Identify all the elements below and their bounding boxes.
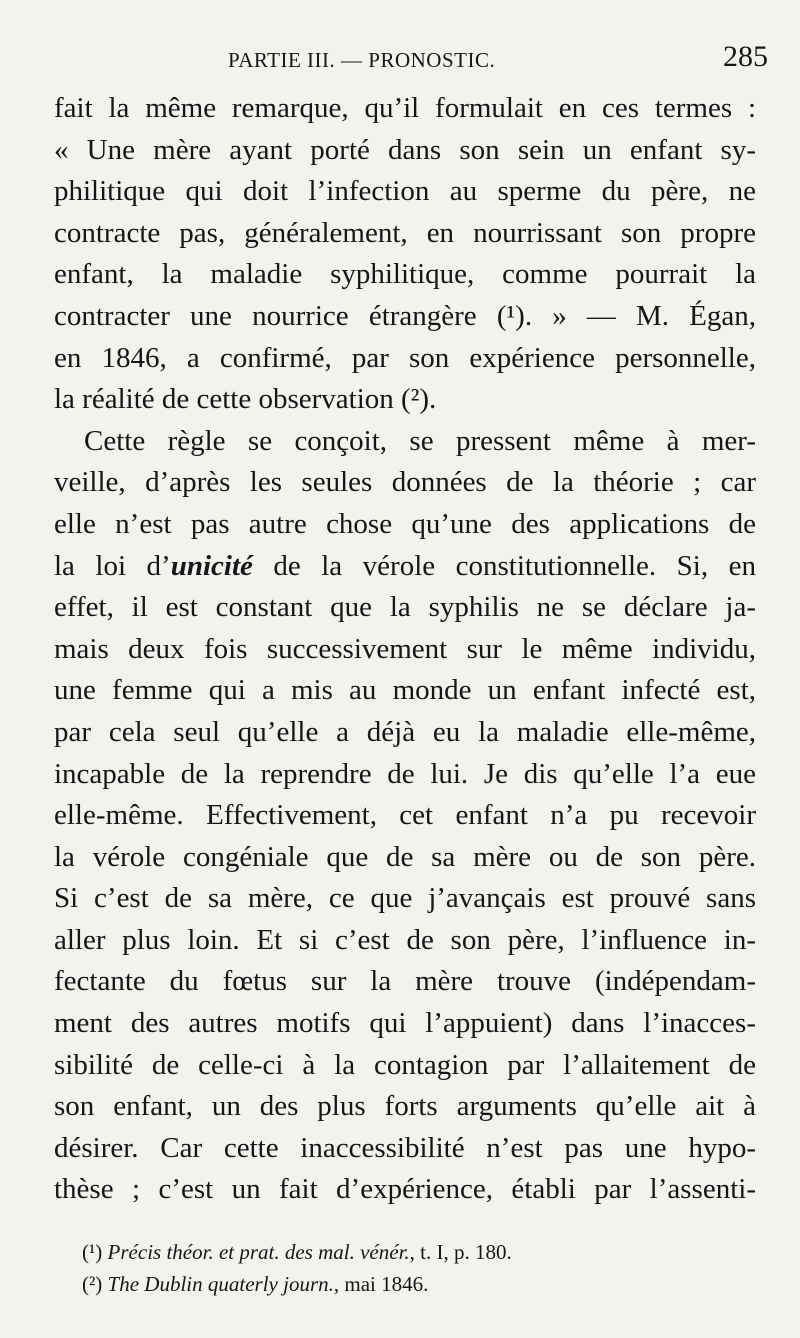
footnote-title: Précis théor. et prat. des mal. vénér.: [107, 1240, 410, 1264]
text-line: ment des autres motifs qui l’appuient) dans l’inacces-: [54, 1007, 756, 1040]
text-line: son enfant, un des plus forts arguments qu’elle ait à: [54, 1090, 756, 1123]
text-line: mais deux fois successivement sur le même individu,: [54, 632, 756, 665]
text-line: incapable de la reprendre de lui. Je dis qu’elle l’a eue: [54, 757, 756, 790]
text-line: elle n’est pas autre chose qu’une des applications de: [54, 507, 756, 540]
text-line: la réalité de cette observation (²).: [54, 383, 437, 416]
text-line: la vérole congéniale que de sa mère ou de son père.: [54, 840, 756, 873]
text-line: en 1846, a confirmé, par son expérience personnelle,: [54, 341, 756, 374]
text-line: « Une mère ayant porté dans son sein un enfant sy-: [54, 133, 756, 166]
text-line: veille, d’après les seules données de la théorie ; car: [54, 466, 756, 499]
italic-term: unicité: [170, 549, 253, 582]
footnote-1: [82, 1236, 722, 1268]
footnote-mark: (¹): [82, 1240, 103, 1264]
text-fragment: de la vérole constitutionnelle. Si, en: [252, 549, 756, 582]
page-header: [228, 40, 768, 80]
text-line: enfant, la maladie syphilitique, comme pourrait la: [54, 258, 756, 291]
text-line: contracter une nourrice étrangère (¹). » — M. Égan,: [54, 299, 756, 332]
text-line: Si c’est de sa mère, ce que j’avançais est prouvé sans: [54, 882, 756, 915]
text-line: fectante du fœtus sur la mère trouve (indépendam-: [54, 965, 756, 998]
footnote-mark: (²): [82, 1272, 103, 1296]
text-line: fait la même remarque, qu’il formulait en ces termes :: [54, 92, 756, 124]
running-head: PARTIE III. — PRONOSTIC.: [228, 48, 496, 72]
text-line: désirer. Car cette inaccessibilité n’est pas une hypo-: [54, 1131, 756, 1164]
text-line: aller plus loin. Et si c’est de son père, l’influence in-: [54, 923, 756, 956]
text-line: thèse ; c’est un fait d’expérience, établi par l’assenti-: [54, 1173, 756, 1206]
text-line: contracte pas, généralement, en nourrissant son propre: [54, 216, 756, 249]
footnote-2: [82, 1268, 722, 1300]
text-line: [54, 546, 756, 588]
footnote-rest: , t. I, p. 180.: [409, 1240, 512, 1264]
text-line: effet, il est constant que la syphilis ne se déclare ja-: [54, 591, 756, 624]
body-text: [54, 88, 756, 1211]
page-number: 285: [723, 40, 768, 73]
text-line: sibilité de celle-ci à la contagion par l’allaitement de: [54, 1048, 756, 1081]
text-line: une femme qui a mis au monde un enfant infecté est,: [54, 674, 756, 707]
text-line: elle-même. Effectivement, cet enfant n’a pu recevoir: [54, 799, 756, 832]
text-line: Cette règle se conçoit, se pressent même à mer-: [84, 424, 756, 457]
footnotes: [82, 1236, 722, 1300]
text-line: par cela seul qu’elle a déjà eu la maladie elle-même,: [54, 715, 756, 748]
text-fragment: la loi d’: [54, 549, 171, 582]
footnote-title: The Dublin quaterly journ.: [107, 1272, 334, 1296]
footnote-rest: , mai 1846.: [333, 1272, 429, 1296]
text-line: philitique qui doit l’infection au sperme du père, ne: [54, 175, 756, 208]
